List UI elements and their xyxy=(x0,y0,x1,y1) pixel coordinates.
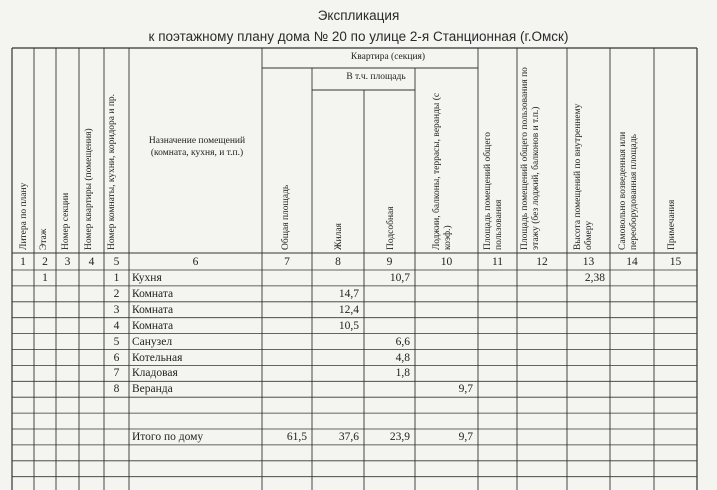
loggia-area-cell: 9,7 xyxy=(458,383,473,396)
header-section: Номер секции xyxy=(61,192,71,250)
height-cell: 2,38 xyxy=(584,272,605,284)
room-name-cell: Комната xyxy=(132,287,174,300)
header-common-area: Площадь помещений общего пользования xyxy=(483,132,504,250)
room-name-cell: Кладовая xyxy=(132,367,178,380)
column-number: 12 xyxy=(536,255,548,268)
column-number: 7 xyxy=(284,255,290,268)
header-group-including: В т.ч. площадь xyxy=(346,72,406,82)
total-loggia-cell: 9,7 xyxy=(458,431,473,443)
header-purpose: Назначение помещений (комната, кухня, и т.п.) xyxy=(148,136,246,158)
column-number: 10 xyxy=(440,255,453,268)
room-name-cell: Комната xyxy=(132,319,174,332)
column-number: 4 xyxy=(88,255,95,268)
header-height: Высота помещений по внутреннему обмеру xyxy=(573,103,594,250)
column-number: 11 xyxy=(491,255,504,268)
header-notes: Примечания xyxy=(667,199,677,250)
living-area-cell: 12,4 xyxy=(338,303,359,316)
header-group-apartment: Квартира (секция) xyxy=(350,52,426,62)
room-number-cell: 7 xyxy=(113,367,120,380)
room-name-cell: Кухня xyxy=(132,272,162,284)
header-loggias: Лоджии, балконы, террасы, веранды (с коэф.) xyxy=(432,92,453,250)
auxiliary-area-cell: 1,8 xyxy=(395,367,410,380)
column-number: 1 xyxy=(20,255,26,268)
header-living: Жилая xyxy=(334,223,344,250)
auxiliary-area-cell: 4,8 xyxy=(395,351,410,364)
room-number-cell: 8 xyxy=(113,383,120,396)
header-room-no: Номер комнаты, кухни, коридора и пр. xyxy=(107,93,117,250)
total-label: Итого по дому xyxy=(132,431,204,443)
auxiliary-area-cell: 6,6 xyxy=(395,335,410,348)
column-number: 15 xyxy=(669,255,682,268)
header-floor: Этаж xyxy=(39,228,49,250)
header-auxiliary: Подсобная xyxy=(386,206,396,250)
total-auxiliary-cell: 23,9 xyxy=(389,431,410,443)
room-name-cell: Веранда xyxy=(132,383,173,396)
header-unauthorized: Самовольно возведенная или переоборудованная площадь xyxy=(618,131,639,250)
room-number-cell: 5 xyxy=(113,335,120,348)
room-number-cell: 6 xyxy=(113,351,120,364)
room-number-cell: 3 xyxy=(113,303,120,316)
column-number: 13 xyxy=(582,255,595,268)
floor-cell: 1 xyxy=(42,272,48,284)
doc-subtitle: к поэтажному плану дома № 20 по улице 2-я Станционная (г.Омск) xyxy=(148,29,569,44)
living-area-cell: 10,5 xyxy=(338,319,359,332)
room-number-cell: 1 xyxy=(113,272,120,284)
header-litera: Литера по плану xyxy=(19,182,29,250)
total-area-cell: 61,5 xyxy=(286,431,307,443)
room-name-cell: Санузел xyxy=(132,335,173,348)
room-name-cell: Комната xyxy=(132,303,174,316)
column-number: 14 xyxy=(626,255,638,268)
doc-title: Экспликация xyxy=(317,8,400,23)
column-number: 9 xyxy=(386,255,393,268)
room-number-cell: 4 xyxy=(113,319,120,332)
column-number: 5 xyxy=(113,255,120,268)
header-common-floor: Площадь помещений общего пользования по этажу (без лоджий, балконов и т.п.) xyxy=(520,67,541,250)
column-number: 8 xyxy=(335,255,341,268)
auxiliary-area-cell: 10,7 xyxy=(389,272,410,284)
header-apartment: Номер квартиры (помещения) xyxy=(84,128,94,250)
column-number: 6 xyxy=(192,255,199,268)
column-number: 2 xyxy=(42,255,48,268)
header-total-area: Общая площадь xyxy=(281,184,291,250)
room-number-cell: 2 xyxy=(113,287,120,300)
column-number: 3 xyxy=(64,255,71,268)
total-living-cell: 37,6 xyxy=(338,431,359,443)
living-area-cell: 14,7 xyxy=(338,287,359,300)
room-name-cell: Котельная xyxy=(132,351,183,364)
